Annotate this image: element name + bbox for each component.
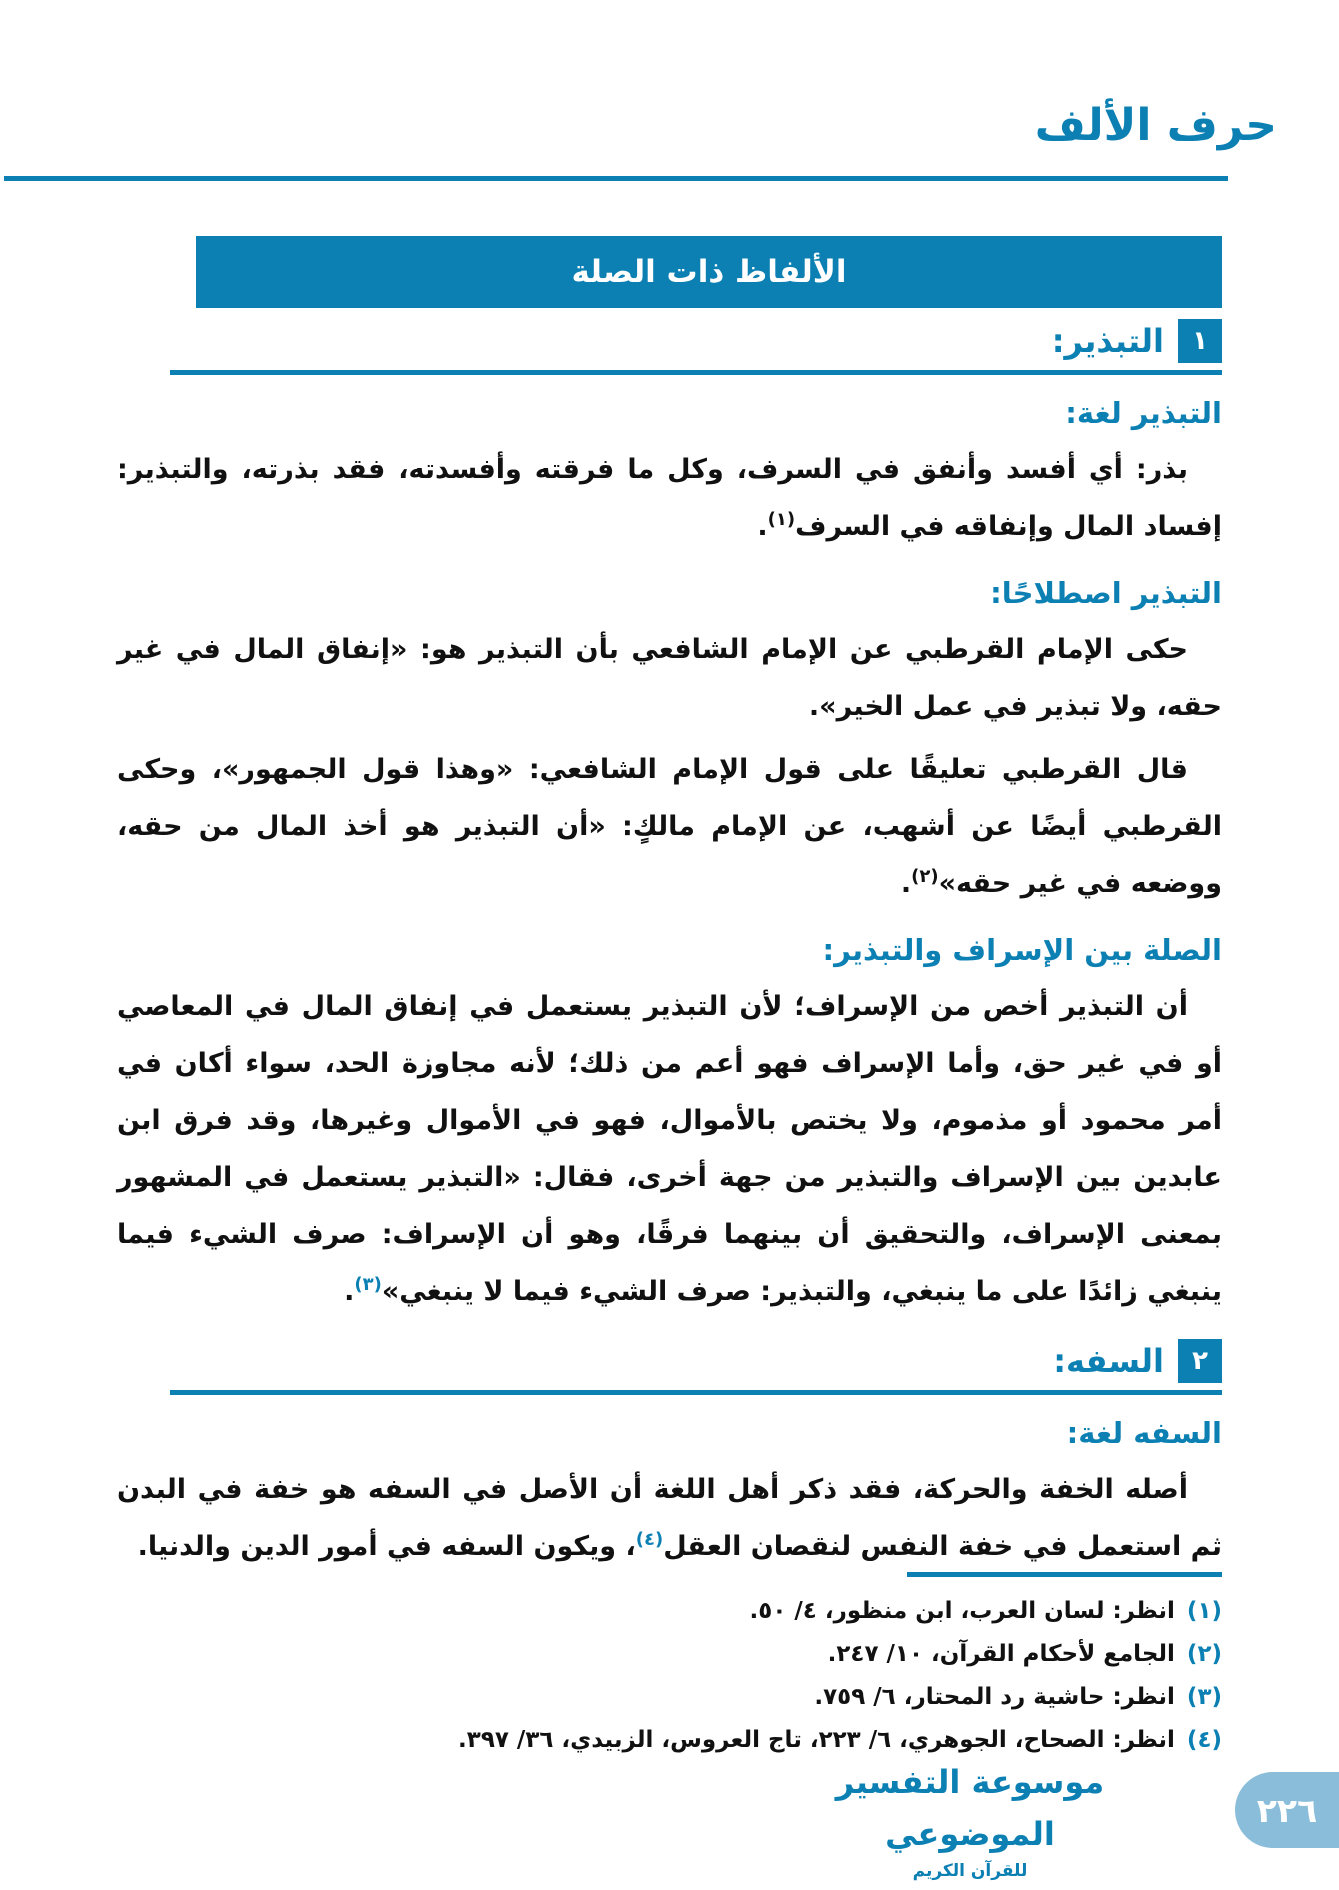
footnote-text: انظر: الصحاح، الجوهري، ٦/ ٢٢٣، تاج العروس، الزبيدي، ٣٦/ ٣٩٧. [458, 1727, 1175, 1753]
section-1-number-box: ١ [1178, 319, 1222, 363]
section-2-number-box: ٢ [1178, 1339, 1222, 1383]
subheading-sila-israf-tabdhir: الصلة بين الإسراف والتبذير: [822, 933, 1222, 967]
footnote-text: انظر: لسان العرب، ابن منظور، ٤/ ٥٠. [749, 1598, 1175, 1624]
main-content [117, 318, 1222, 1575]
footnote-separator-rule [907, 1572, 1222, 1577]
section-2-title: السفه: [1053, 1342, 1164, 1380]
related-terms-banner [196, 236, 1222, 308]
section-2-heading [117, 1338, 1222, 1384]
paragraph-text: حكى الإمام القرطبي عن الإمام الشافعي بأن التبذير هو: «إنفاق المال في غير حقه، ولا تبذير في عمل الخير». [117, 634, 1222, 722]
section-1-rule [170, 370, 1222, 375]
paragraph-text: . [900, 868, 912, 899]
subheading-tabdhir-lugha: التبذير لغة: [1065, 396, 1222, 430]
paragraph-text: أصله الخفة والحركة، فقد ذكر أهل اللغة أن الأصل في السفه هو خفة في البدن ثم استعمل في خفة النفس لنقصان العقل [117, 1474, 1222, 1562]
footnote-number: (٤) [1186, 1727, 1222, 1753]
paragraph-israf-tabdhir [117, 978, 1222, 1320]
footnotes-block [117, 1590, 1222, 1762]
logo-subtitle: للقرآن الكريم [912, 1861, 1028, 1881]
paragraph-text: . [344, 1276, 355, 1307]
footnote-number: (٣) [1186, 1684, 1222, 1710]
logo-title: موسوعة التفسير الموضوعي [835, 1763, 1105, 1853]
section-2-rule [170, 1390, 1222, 1395]
section-1-heading [117, 318, 1222, 364]
footnote-number: (٢) [1186, 1641, 1222, 1667]
footnote-ref-4: (٤) [635, 1529, 664, 1550]
running-head-chapter-title: حرف الألف [1034, 100, 1277, 151]
footnote-line [117, 1590, 1222, 1633]
footnote-ref-2: (٢) [911, 866, 939, 887]
footnote-ref-3: (٣) [354, 1274, 382, 1295]
header-rule [4, 176, 1228, 181]
paragraph-text: أن التبذير أخص من الإسراف؛ لأن التبذير يستعمل في إنفاق المال في المعاصي أو في غير حق، وأما الإسراف فهو أعم من ذلك؛ لأنه مجاوزة الحد، سواء أكان في أمر محمود أو مذموم، ولا يختص بالأموال، فهو في الأموال وغيرها، وقد فرق ابن عابدين بين الإسراف والتبذير من جهة أخرى، فقال: «التبذير يستعمل في المشهور بمعنى الإسراف، والتحقيق أن بينهما فرقًا، وهو أن الإسراف: صرف الشيء فيما ينبغي زائدًا على ما ينبغي، والتبذير: صرف الشيء فيما لا ينبغي» [117, 991, 1222, 1307]
footnote-ref-1: (١) [767, 509, 796, 530]
encyclopedia-logo [828, 1756, 1112, 1882]
paragraph-text: . [757, 511, 768, 542]
subheading-safah-lugha: السفه لغة: [1066, 1416, 1222, 1450]
footnote-text: انظر: حاشية رد المحتار، ٦/ ٧٥٩. [814, 1684, 1175, 1710]
paragraph-text: بذر: أي أفسد وأنفق في السرف، وكل ما فرقته وأفسدته، فقد بذرته، والتبذير: إفساد المال وإنفاقه في السرف [117, 454, 1222, 542]
paragraph-text: قال القرطبي تعليقًا على قول الإمام الشافعي: «وهذا قول الجمهور»، وحكى القرطبي أيضًا عن أشهب، عن الإمام مالكٍ: «أن التبذير هو أخذ المال من حقه، ووضعه في غير حقه» [117, 754, 1222, 899]
section-1-title: التبذير: [1051, 322, 1164, 360]
subheading-tabdhir-istilah: التبذير اصطلاحًا: [990, 576, 1222, 610]
footnote-line [117, 1633, 1222, 1676]
paragraph-qurtubi-comment [117, 741, 1222, 912]
page-number-badge: ٢٢٦ [1235, 1772, 1339, 1848]
footnote-text: الجامع لأحكام القرآن، ١٠/ ٢٤٧. [827, 1641, 1175, 1667]
banner-title: الألفاظ ذات الصلة [571, 254, 847, 290]
paragraph-text: ، ويكون السفه في أمور الدين والدنيا. [137, 1531, 636, 1562]
paragraph-tabdhir-lugha [117, 441, 1222, 555]
footnote-line [117, 1676, 1222, 1719]
paragraph-shafii-quote [117, 621, 1222, 735]
paragraph-safah-lugha [117, 1461, 1222, 1575]
footnote-number: (١) [1186, 1598, 1222, 1624]
